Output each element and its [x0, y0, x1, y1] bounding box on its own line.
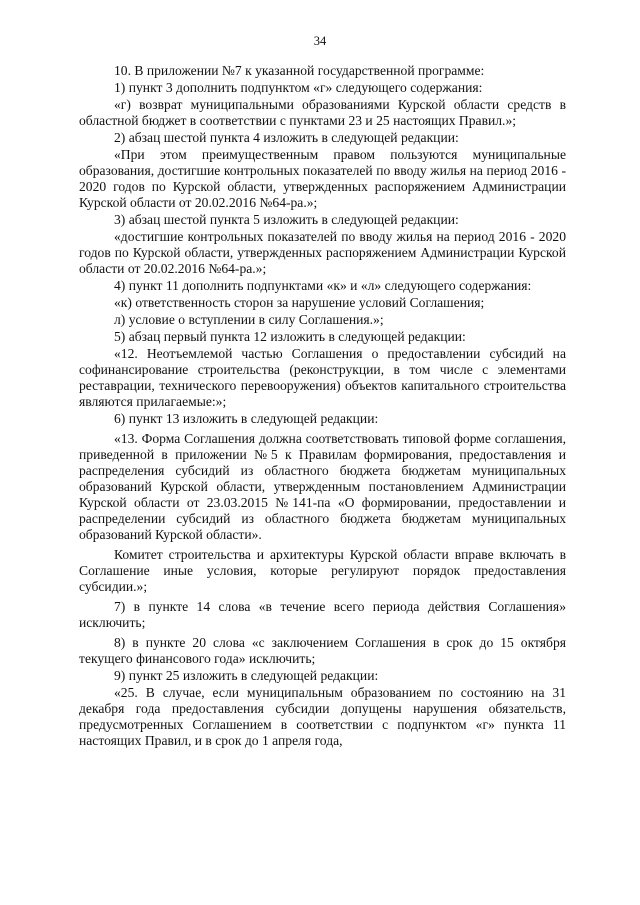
paragraph: Комитет строительства и архитектуры Курской области вправе включать в Соглашение иные условия, которые регулируют порядок предоставления субсидии.»;: [79, 547, 566, 594]
paragraph: 4) пункт 11 дополнить подпунктами «к» и «л» следующего содержания:: [114, 278, 532, 293]
document-body: [79, 63, 566, 749]
paragraph: 8) в пункте 20 слова «с заключением Соглашения в срок до 15 октября текущего финансового года» исключить;: [79, 635, 566, 666]
paragraph: «достигшие контрольных показателей по вводу жилья на период 2016 - 2020 годов по Курской области, утвержденных распоряжением Администрации Курской области от 20.02.2016 №64-ра.»;: [79, 229, 566, 276]
paragraph: 1) пункт 3 дополнить подпунктом «г» следующего содержания:: [114, 80, 483, 95]
paragraph: «к) ответственность сторон за нарушение условий Соглашения;: [114, 295, 485, 310]
paragraph: «г) возврат муниципальными образованиями Курской области средств в областной бюджет в соответствии с пунктами 23 и 25 настоящих Правил.»;: [79, 97, 566, 128]
paragraph: «13. Форма Соглашения должна соответствовать типовой форме соглашения, приведенной в приложении №5 к Правилам формирования, предоставления и распределения субсидий из областного бюджета бюджетам муниципальных образований Курской области, утвержденным постановлением Администрации Курской области от 23.03.2015 №141-па «О формировании, предоставлении и распределении субсидий из областного бюджета бюджетам муниципальных образований Курской области».: [79, 431, 566, 542]
paragraph: 3) абзац шестой пункта 5 изложить в следующей редакции:: [114, 212, 459, 227]
paragraph: «При этом преимущественным правом пользуются муниципальные образования, достигшие контрольных показателей по вводу жилья на период 2016 - 2020 годов по Курской области, утвержденных распоряжением Администрации Курской области от 20.02.2016 №64-ра.»;: [79, 147, 566, 210]
page-number: 34: [313, 34, 327, 48]
paragraph: 2) абзац шестой пункта 4 изложить в следующей редакции:: [114, 130, 459, 145]
paragraph: 5) абзац первый пункта 12 изложить в следующей редакции:: [114, 329, 466, 344]
paragraph: 6) пункт 13 изложить в следующей редакции:: [114, 411, 379, 426]
paragraph: «12. Неотъемлемой частью Соглашения о предоставлении субсидий на софинансирование строительства (реконструкции, в том числе с элементами реставрации, технического перевооружения) объектов капитального строительства являются прилагаемые:»;: [79, 346, 566, 409]
paragraph: 7) в пункте 14 слова «в течение всего периода действия Соглашения» исключить;: [79, 599, 566, 630]
paragraph: 9) пункт 25 изложить в следующей редакции:: [114, 668, 379, 683]
paragraph: 10. В приложении №7 к указанной государственной программе:: [114, 63, 485, 78]
paragraph: л) условие о вступлении в силу Соглашения.»;: [114, 312, 384, 327]
paragraph: «25. В случае, если муниципальным образованием по состоянию на 31 декабря года предоставления субсидии допущены нарушения обязательств, предусмотренных Соглашением в соответствии с подпунктом «г» пункта 11 настоящих Правил, и в срок до 1 апреля года,: [79, 685, 566, 748]
